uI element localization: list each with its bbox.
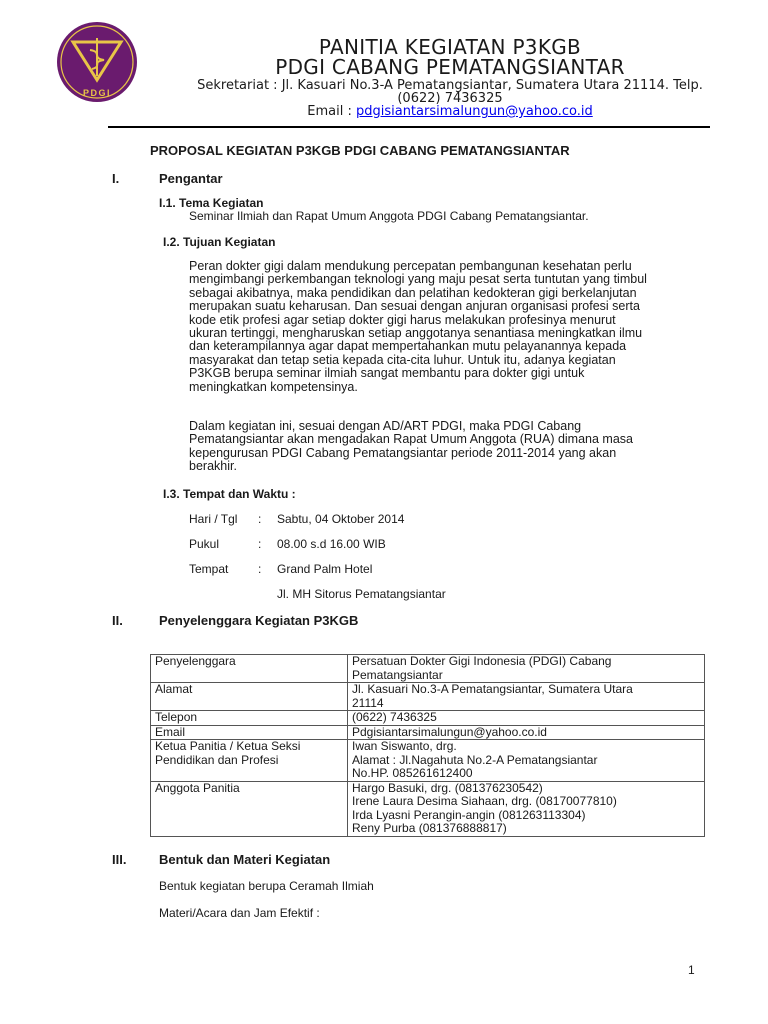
paragraph-line: mengimbangi perkembangan teknologi yang maju pesat serta tuntutan yang timbul — [189, 272, 647, 287]
table-key-cell: Penyelenggara — [151, 655, 348, 683]
paragraph-line: berakhir. — [189, 459, 237, 474]
document-title: PROPOSAL KEGIATAN P3KGB PDGI CABANG PEMATANGSIANTAR — [150, 143, 570, 158]
section-2-title: Penyelenggara Kegiatan P3KGB — [159, 613, 359, 628]
paragraph-line: meningkatkan kompetensinya. — [189, 379, 358, 394]
paragraph-line: merupakan suatu keharusan. Dan sesuai dengan anjuran organisasi profesi serta — [189, 299, 640, 314]
header-rule — [108, 126, 710, 128]
schedule-value-time: 08.00 s.d 16.00 WIB — [277, 537, 386, 551]
section-2-number: II. — [112, 613, 123, 628]
schedule-separator: : — [258, 537, 262, 551]
org-branch: PDGI CABANG PEMATANGSIANTAR — [275, 55, 625, 79]
address-line-1: Sekretariat : Jl. Kasuari No.3-A Pematangsiantar, Sumatera Utara 21114. Telp. — [197, 78, 703, 93]
table-key-cell: Anggota Panitia — [151, 781, 348, 836]
organizer-table — [150, 654, 705, 837]
subsection-1-1-text: Seminar Ilmiah dan Rapat Umum Anggota PDGI Cabang Pematangsiantar. — [189, 209, 589, 223]
table-value-cell: Persatuan Dokter Gigi Indonesia (PDGI) Cabang Pematangsiantar — [348, 655, 705, 683]
schedule-label-time: Pukul — [189, 537, 220, 551]
paragraph-line: P3KGB berupa seminar ilmiah sangat membantu para dokter gigi untuk — [189, 366, 585, 381]
schedule-value-day: Sabtu, 04 Oktober 2014 — [277, 512, 405, 526]
schedule-value-place: Grand Palm Hotel — [277, 562, 373, 576]
subsection-1-3-title: I.3. Tempat dan Waktu : — [163, 487, 296, 501]
address-line-2: (0622) 7436325 — [397, 91, 503, 106]
table-value-cell: (0622) 7436325 — [348, 711, 705, 726]
schedule-separator: : — [258, 562, 262, 576]
table-row — [151, 683, 705, 711]
section-1-title: Pengantar — [159, 171, 223, 186]
table-row — [151, 711, 705, 726]
subsection-1-2-title: I.2. Tujuan Kegiatan — [163, 235, 276, 249]
schedule-label-day: Hari / Tgl — [189, 512, 238, 526]
table-key-cell: Alamat — [151, 683, 348, 711]
paragraph-line: Dalam kegiatan ini, sesuai dengan AD/ART PDGI, maka PDGI Cabang — [189, 419, 582, 433]
paragraph-line: Pematangsiantar akan mengadakan Rapat Umum Anggota (RUA) dimana masa — [189, 432, 633, 447]
paragraph-line: ukuran tertinggi, mengharuskan setiap anggotanya senantiasa meningkatkan ilmu — [189, 326, 643, 341]
paragraph-line: kepengurusan PDGI Cabang Pematangsiantar periode 2011-2014 yang akan — [189, 445, 617, 460]
email-line — [120, 104, 768, 120]
subsection-1-1-title: I.1. Tema Kegiatan — [159, 196, 264, 210]
table-key-cell: Email — [151, 725, 348, 740]
logo-lettering: PDGI — [82, 88, 112, 98]
table-value-cell: Hargo Basuki, drg. (081376230542) Irene Laura Desima Siahaan, drg. (08170077810) Irda Lyasni Perangin-angin (081263113304) Reny Purba (081376888817) — [348, 781, 705, 836]
section-3-line-1: Bentuk kegiatan berupa Ceramah Ilmiah — [159, 879, 374, 893]
paragraph-line: dan keterampilannya agar dapat mempertahankan mutu pelayanannya kepada — [189, 339, 627, 354]
table-key-cell: Ketua Panitia / Ketua Seksi Pendidikan dan Profesi — [151, 740, 348, 782]
paragraph-line: masyarakat dan tetap setia kepada cita-cita luhur. Untuk itu, adanya kegiatan — [189, 352, 616, 367]
paragraph-line: sebagai akibatnya, maka pendidikan dan pelatihan kedokteran gigi berkelanjutan — [189, 285, 637, 300]
section-3-line-2: Materi/Acara dan Jam Efektif : — [159, 906, 320, 920]
table-row — [151, 740, 705, 782]
org-title: PANITIA KEGIATAN P3KGB — [318, 35, 582, 59]
table-value-cell: Jl. Kasuari No.3-A Pematangsiantar, Sumatera Utara 21114 — [348, 683, 705, 711]
table-row — [151, 725, 705, 740]
section-3-number: III. — [112, 852, 127, 867]
email-label: Email : — [307, 104, 356, 119]
section-1-number: I. — [112, 171, 120, 186]
venue-address: Jl. MH Sitorus Pematangsiantar — [277, 587, 446, 601]
purpose-paragraph-2 — [189, 420, 697, 474]
email-link[interactable]: pdgisiantarsimalungun@yahoo.co.id — [355, 104, 593, 119]
page-number: 1 — [688, 963, 695, 977]
table-key-cell: Telepon — [151, 711, 348, 726]
paragraph-line: Peran dokter gigi dalam mendukung percepatan pembangunan kesehatan perlu — [189, 259, 632, 273]
table-value-cell: Pdgisiantarsimalungun@yahoo.co.id — [348, 725, 705, 740]
paragraph-line: kode etik profesi agar setiap dokter gigi harus melakukan profesinya menurut — [189, 312, 616, 327]
table-row — [151, 655, 705, 683]
schedule-separator: : — [258, 512, 262, 526]
purpose-paragraph-1 — [189, 260, 697, 394]
section-3-title: Bentuk dan Materi Kegiatan — [159, 852, 331, 867]
table-row — [151, 781, 705, 836]
schedule-label-place: Tempat — [189, 562, 229, 576]
table-value-cell: Iwan Siswanto, drg. Alamat : Jl.Nagahuta No.2-A Pematangsiantar No.HP. 085261612400 — [348, 740, 705, 782]
